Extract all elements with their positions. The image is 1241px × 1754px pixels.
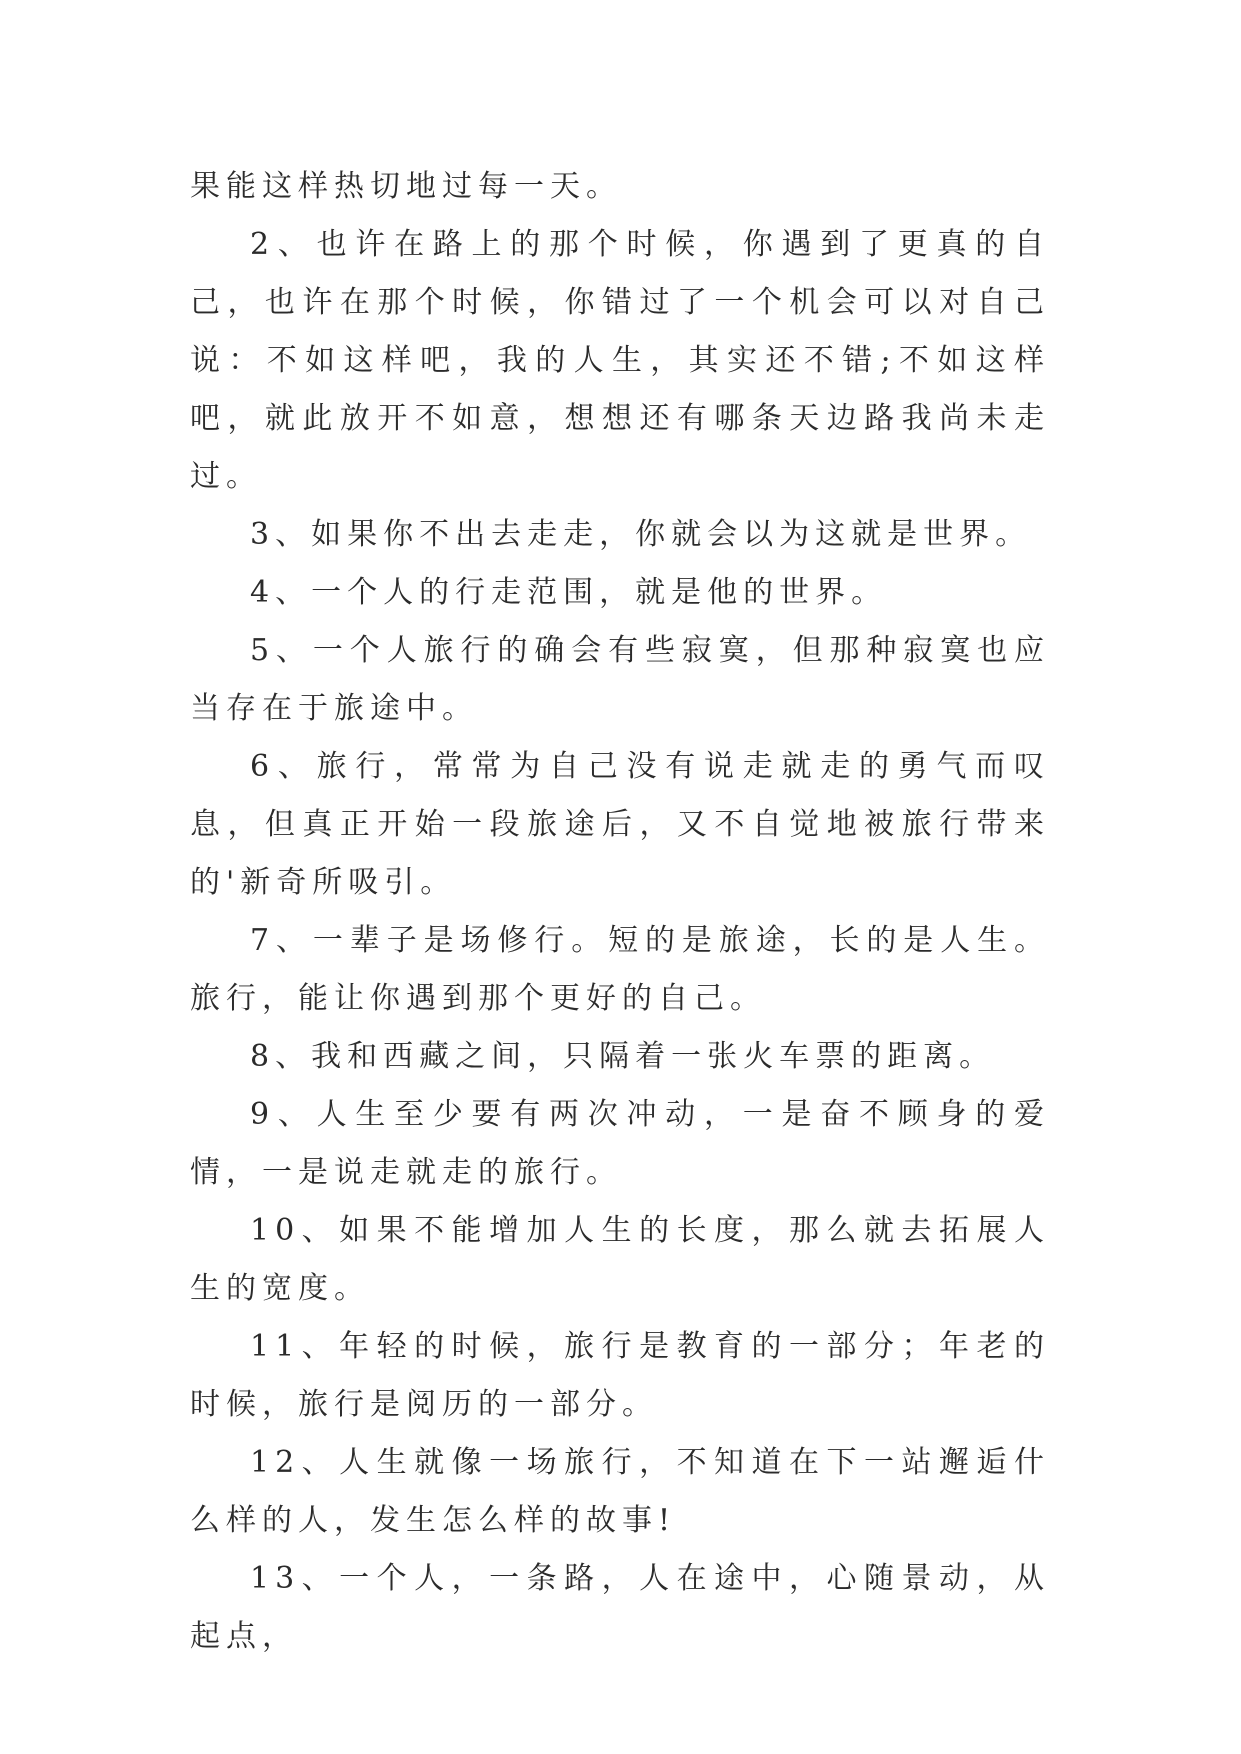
document-body [190,158,1050,1666]
paragraph-2: 2、也许在路上的那个时候，你遇到了更真的自己，也许在那个时候，你错过了一个机会可以对自己说：不如这样吧，我的人生，其实还不错;不如这样吧，就此放开不如意，想想还有哪条天边路我尚未走过。 [190,227,1050,494]
paragraph-6: 6、旅行，常常为自己没有说走就走的勇气而叹息，但真正开始一段旅途后，又不自觉地被旅行带来的'新奇所吸引。 [190,749,1050,900]
paragraph-8: 8、我和西藏之间，只隔着一张火车票的距离。 [250,1039,996,1074]
paragraph-9: 9、人生至少要有两次冲动，一是奋不顾身的爱情，一是说走就走的旅行。 [190,1097,1050,1190]
paragraph-10: 10、如果不能增加人生的长度，那么就去拓展人生的宽度。 [190,1213,1050,1306]
paragraph-7: 7、一辈子是场修行。短的是旅途，长的是人生。旅行，能让你遇到那个更好的自己。 [190,923,1050,1016]
paragraph-11: 11、年轻的时候，旅行是教育的一部分；年老的时候，旅行是阅历的一部分。 [190,1329,1050,1422]
paragraph-4: 4、一个人的行走范围，就是他的世界。 [250,575,888,610]
paragraph-3: 3、如果你不出去走走，你就会以为这就是世界。 [250,517,1032,552]
paragraph-13: 13、一个人，一条路，人在途中，心随景动，从起点， [190,1561,1050,1654]
paragraph-12: 12、人生就像一场旅行，不知道在下一站邂逅什么样的人，发生怎么样的故事! [190,1445,1050,1538]
paragraph-continuation: 果能这样热切地过每一天。 [190,169,622,204]
paragraph-5: 5、一个人旅行的确会有些寂寞，但那种寂寞也应当存在于旅途中。 [190,633,1050,726]
